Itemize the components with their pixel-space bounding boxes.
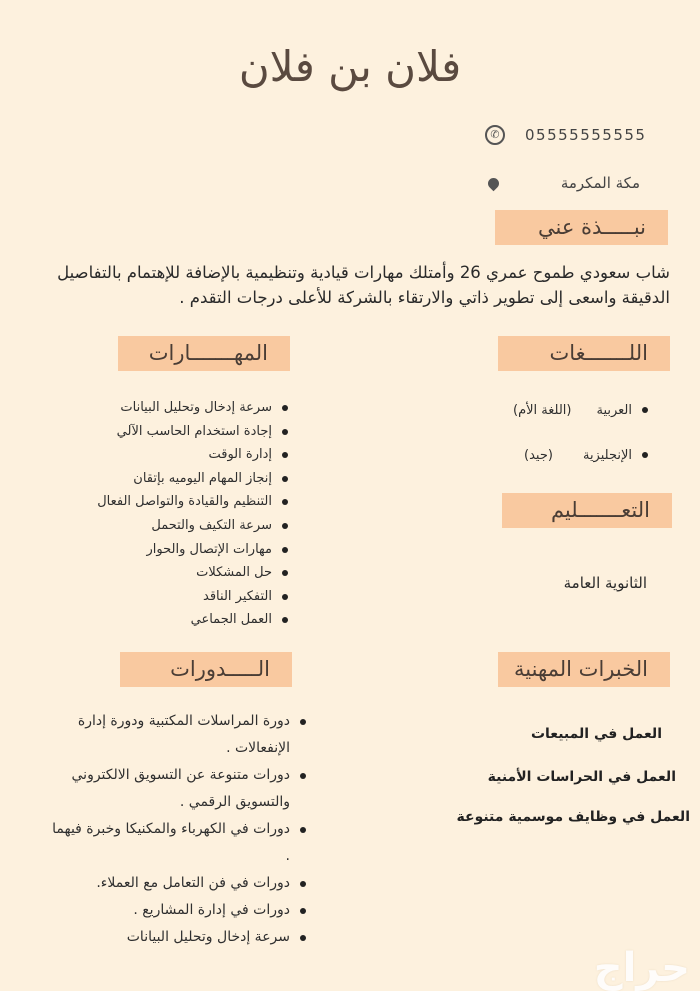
location-pin-icon: [486, 176, 502, 192]
skill-item: إدارة الوقت: [97, 443, 290, 467]
course-item: دورات في الكهرباء والمكنيكا وخبرة فيهما .: [48, 816, 308, 870]
about-heading: نبـــــذة عني: [495, 210, 668, 245]
about-text: شاب سعودي طموح عمري 26 وأمتلك مهارات قيادية وتنظيمية بالإضافة للإهتمام بالتفاصيل الدقيقة واسعى إلى تطوير ذاتي والارتقاء بالشركة للأعلى درجات التقدم .: [57, 263, 670, 307]
course-item: سرعة إدخال وتحليل البيانات: [48, 924, 308, 951]
skill-item: التفكير الناقد: [97, 585, 290, 609]
course-item: دورات في فن التعامل مع العملاء.: [48, 870, 308, 897]
language-level: (جيد): [524, 448, 553, 463]
phone-icon: ✆: [485, 125, 505, 145]
skill-item: مهارات الإتصال والحوار: [97, 538, 290, 562]
course-item: دورات في إدارة المشاريع .: [48, 897, 308, 924]
language-name: العربية: [596, 403, 632, 418]
haraj-watermark: حراج: [593, 945, 690, 991]
skills-heading: المهـــــــارات: [118, 336, 290, 371]
course-item: دورات متنوعة عن التسويق الالكتروني والتسويق الرقمي .: [48, 762, 308, 816]
languages-heading: اللـــــــغات: [498, 336, 670, 371]
skill-item: التنظيم والقيادة والتواصل الفعال: [97, 490, 290, 514]
language-item: [513, 433, 650, 478]
experience-item: العمل في الحراسات الأمنية: [487, 769, 676, 785]
resume-name: فلان بن فلان: [238, 42, 462, 91]
education-heading: التعـــــــليم: [502, 493, 672, 528]
education-item: الثانوية العامة: [563, 574, 647, 592]
skill-item: إنجاز المهام اليوميه بإتقان: [97, 467, 290, 491]
skills-list: [97, 396, 290, 632]
skill-item: سرعة إدخال وتحليل البيانات: [97, 396, 290, 420]
skill-item: العمل الجماعي: [97, 608, 290, 632]
courses-heading: الـــــدورات: [120, 652, 292, 687]
experience-item: العمل في المبيعات: [530, 726, 662, 742]
experience-heading: الخبرات المهنية: [498, 652, 670, 687]
skill-item: سرعة التكيف والتحمل: [97, 514, 290, 538]
language-level: (اللغة الأم): [513, 403, 572, 418]
experience-item: العمل في وظايف موسمية متنوعة: [456, 809, 690, 825]
language-item: [513, 388, 650, 433]
skill-item: حل المشكلات: [97, 561, 290, 585]
phone-number: 05555555555: [525, 126, 647, 144]
skill-item: إجادة استخدام الحاسب الآلي: [97, 420, 290, 444]
languages-list: [513, 388, 650, 478]
location-text: مكة المكرمة: [560, 174, 640, 192]
courses-list: [48, 708, 308, 951]
language-name: الإنجليزية: [582, 448, 632, 463]
course-item: دورة المراسلات المكتبية ودورة إدارة الإنفعالات .: [48, 708, 308, 762]
